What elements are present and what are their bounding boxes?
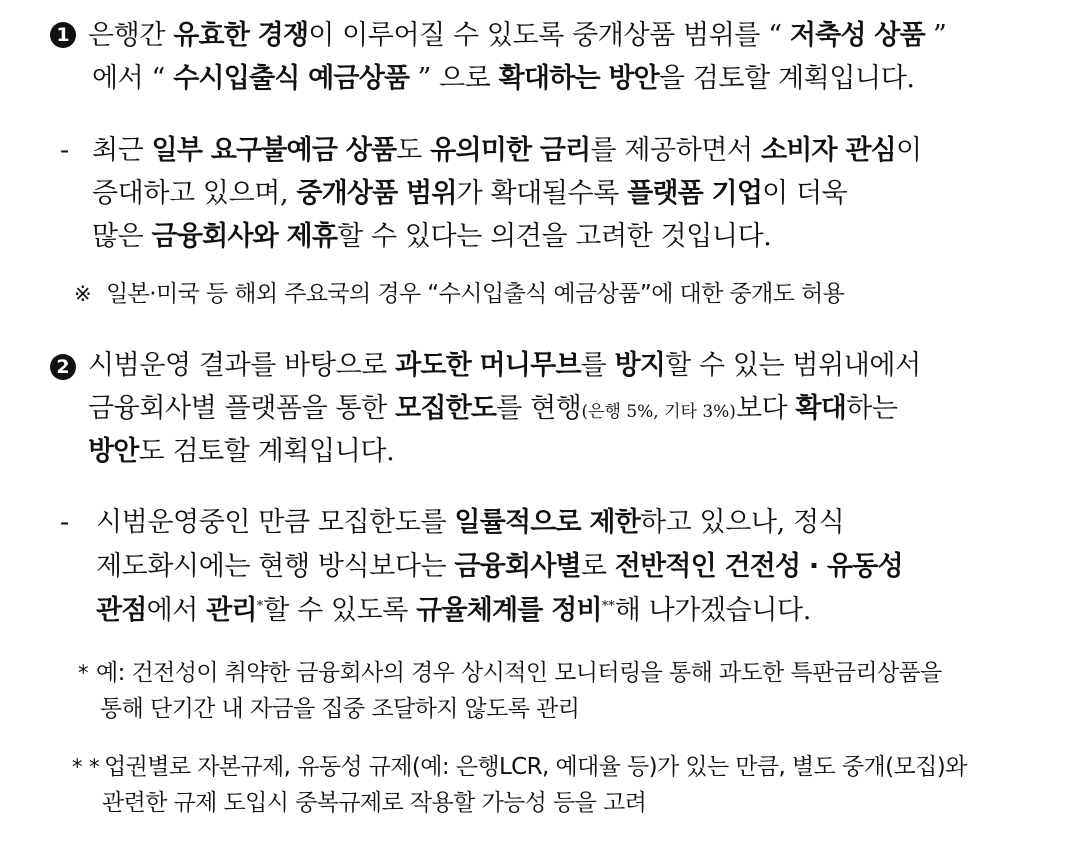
text-run: 하는 bbox=[846, 393, 898, 424]
text-run: 은행간 bbox=[88, 20, 174, 51]
text-run: 이 더욱 bbox=[762, 178, 848, 209]
footnote-marker: ** bbox=[601, 599, 615, 614]
section-2-note-1-mark: * bbox=[78, 661, 89, 685]
emphasis-text: 관리 bbox=[206, 595, 257, 626]
section-1-note-mark: ※ bbox=[74, 282, 92, 306]
current-limit-text: (은행 5%, 기타 3%) bbox=[581, 402, 736, 422]
emphasis-text: 금융회사별 bbox=[454, 551, 581, 582]
footnote-marker: * bbox=[256, 599, 264, 614]
section-2-note-1-line-1: 예: 건전성이 취약한 금융회사의 경우 상시적인 모니터링을 통해 과도한 특판금리상품을 bbox=[96, 660, 942, 686]
text-run: ” 으로 bbox=[409, 63, 499, 94]
section-2-note-2-line-1: 업권별로 자본규제, 유동성 규제(예: 은행LCR, 예대율 등)가 있는 만큼, 별도 중개(모집)와 bbox=[104, 754, 967, 780]
text-run: 할 수 있다는 의견을 고려한 것입니다. bbox=[337, 221, 772, 252]
text-run: 많은 bbox=[92, 221, 152, 252]
section-2-note-2-line-2: 관련한 규제 도입시 중복규제로 작용할 가능성 등을 고려 bbox=[102, 790, 647, 816]
section-1-note-text: 일본·미국 등 해외 주요국의 경우 “수시입출식 예금상품”에 대한 중개도 허용 bbox=[106, 281, 845, 307]
section-1-line-2 bbox=[92, 59, 915, 99]
text-run: 도 검토할 계획입니다. bbox=[138, 436, 395, 467]
text-run: 시범운영 결과를 바탕으로 bbox=[88, 350, 396, 381]
section-2-note-2-mark: * * bbox=[72, 755, 100, 779]
text-run: 도 bbox=[396, 135, 431, 166]
section-2-sub-line-1 bbox=[96, 503, 844, 543]
emphasis-text: 방안 bbox=[88, 436, 139, 467]
text-run: 에서 bbox=[146, 595, 207, 626]
emphasis-text: 전반적인 건전성 · 유동성 bbox=[614, 551, 903, 582]
emphasis-text: 중개상품 범위 bbox=[296, 178, 457, 209]
text-run: 를 bbox=[580, 350, 615, 381]
emphasis-text: 유의미한 금리 bbox=[430, 135, 591, 166]
text-run: 하고 있으나, 정식 bbox=[640, 507, 845, 538]
section-1-sub-line-3 bbox=[92, 217, 771, 257]
text-run: 을 검토할 계획입니다. bbox=[658, 63, 915, 94]
emphasis-text: 일률적으로 제한 bbox=[454, 507, 640, 538]
section-1-line-1 bbox=[88, 16, 946, 56]
text-run: 를 현행 bbox=[496, 393, 582, 424]
section-1-sub-line-2 bbox=[92, 174, 847, 214]
text-run: 이 이루어질 수 있도록 중개상품 범위를 “ bbox=[308, 20, 790, 51]
emphasis-text: 유효한 경쟁 bbox=[173, 20, 309, 51]
emphasis-text: 방지 bbox=[614, 350, 666, 381]
emphasis-text: 저축성 상품 bbox=[789, 20, 925, 51]
text-run: 증대하고 있으며, bbox=[92, 178, 297, 209]
section-1-sub-dash: - bbox=[60, 135, 70, 166]
text-run: 금융회사별 플랫폼을 통한 bbox=[88, 393, 396, 424]
section-1-marker: 1 bbox=[50, 22, 76, 48]
section-2-sub-line-2 bbox=[96, 547, 903, 587]
section-1-sub-line-1 bbox=[92, 131, 922, 171]
section-2-sub-dash: - bbox=[60, 507, 70, 538]
section-2-line-1 bbox=[88, 346, 921, 386]
text-run: 할 수 있도록 bbox=[263, 595, 417, 626]
text-run: 에서 “ bbox=[92, 63, 174, 94]
emphasis-text: 관점 bbox=[96, 595, 147, 626]
text-run: 를 제공하면서 bbox=[590, 135, 761, 166]
section-2-line-3 bbox=[88, 432, 394, 472]
text-run: 할 수 있는 범위내에서 bbox=[665, 350, 921, 381]
text-run: 로 bbox=[580, 551, 615, 582]
text-run: 제도화시에는 현행 방식보다는 bbox=[96, 551, 455, 582]
emphasis-text: 확대하는 방안 bbox=[498, 63, 659, 94]
emphasis-text: 확대 bbox=[795, 393, 847, 424]
section-2-line-2 bbox=[88, 389, 897, 432]
text-run: ” bbox=[924, 20, 947, 51]
section-2-sub-line-3 bbox=[96, 591, 811, 631]
emphasis-text: 소비자 관심 bbox=[760, 135, 896, 166]
text-run: 가 확대될수록 bbox=[456, 178, 628, 209]
text-run: 해 나가겠습니다. bbox=[614, 595, 811, 626]
text-run: 이 bbox=[895, 135, 922, 166]
emphasis-text: 플랫폼 기업 bbox=[627, 178, 763, 209]
emphasis-text: 규율체계를 정비 bbox=[416, 595, 602, 626]
emphasis-text: 과도한 머니무브 bbox=[395, 350, 581, 381]
emphasis-text: 금융회사와 제휴 bbox=[151, 221, 338, 252]
text-run: 최근 bbox=[92, 135, 152, 166]
emphasis-text: 모집한도 bbox=[395, 393, 497, 424]
section-2-note-1-line-2: 통해 단기간 내 자금을 집중 조달하지 않도록 관리 bbox=[100, 696, 580, 722]
text-run: 시범운영중인 만큼 모집한도를 bbox=[96, 507, 455, 538]
section-2-marker: 2 bbox=[50, 354, 76, 380]
emphasis-text: 일부 요구불예금 상품 bbox=[151, 135, 397, 166]
emphasis-text: 수시입출식 예금상품 bbox=[173, 63, 410, 94]
text-run: 보다 bbox=[735, 393, 796, 424]
